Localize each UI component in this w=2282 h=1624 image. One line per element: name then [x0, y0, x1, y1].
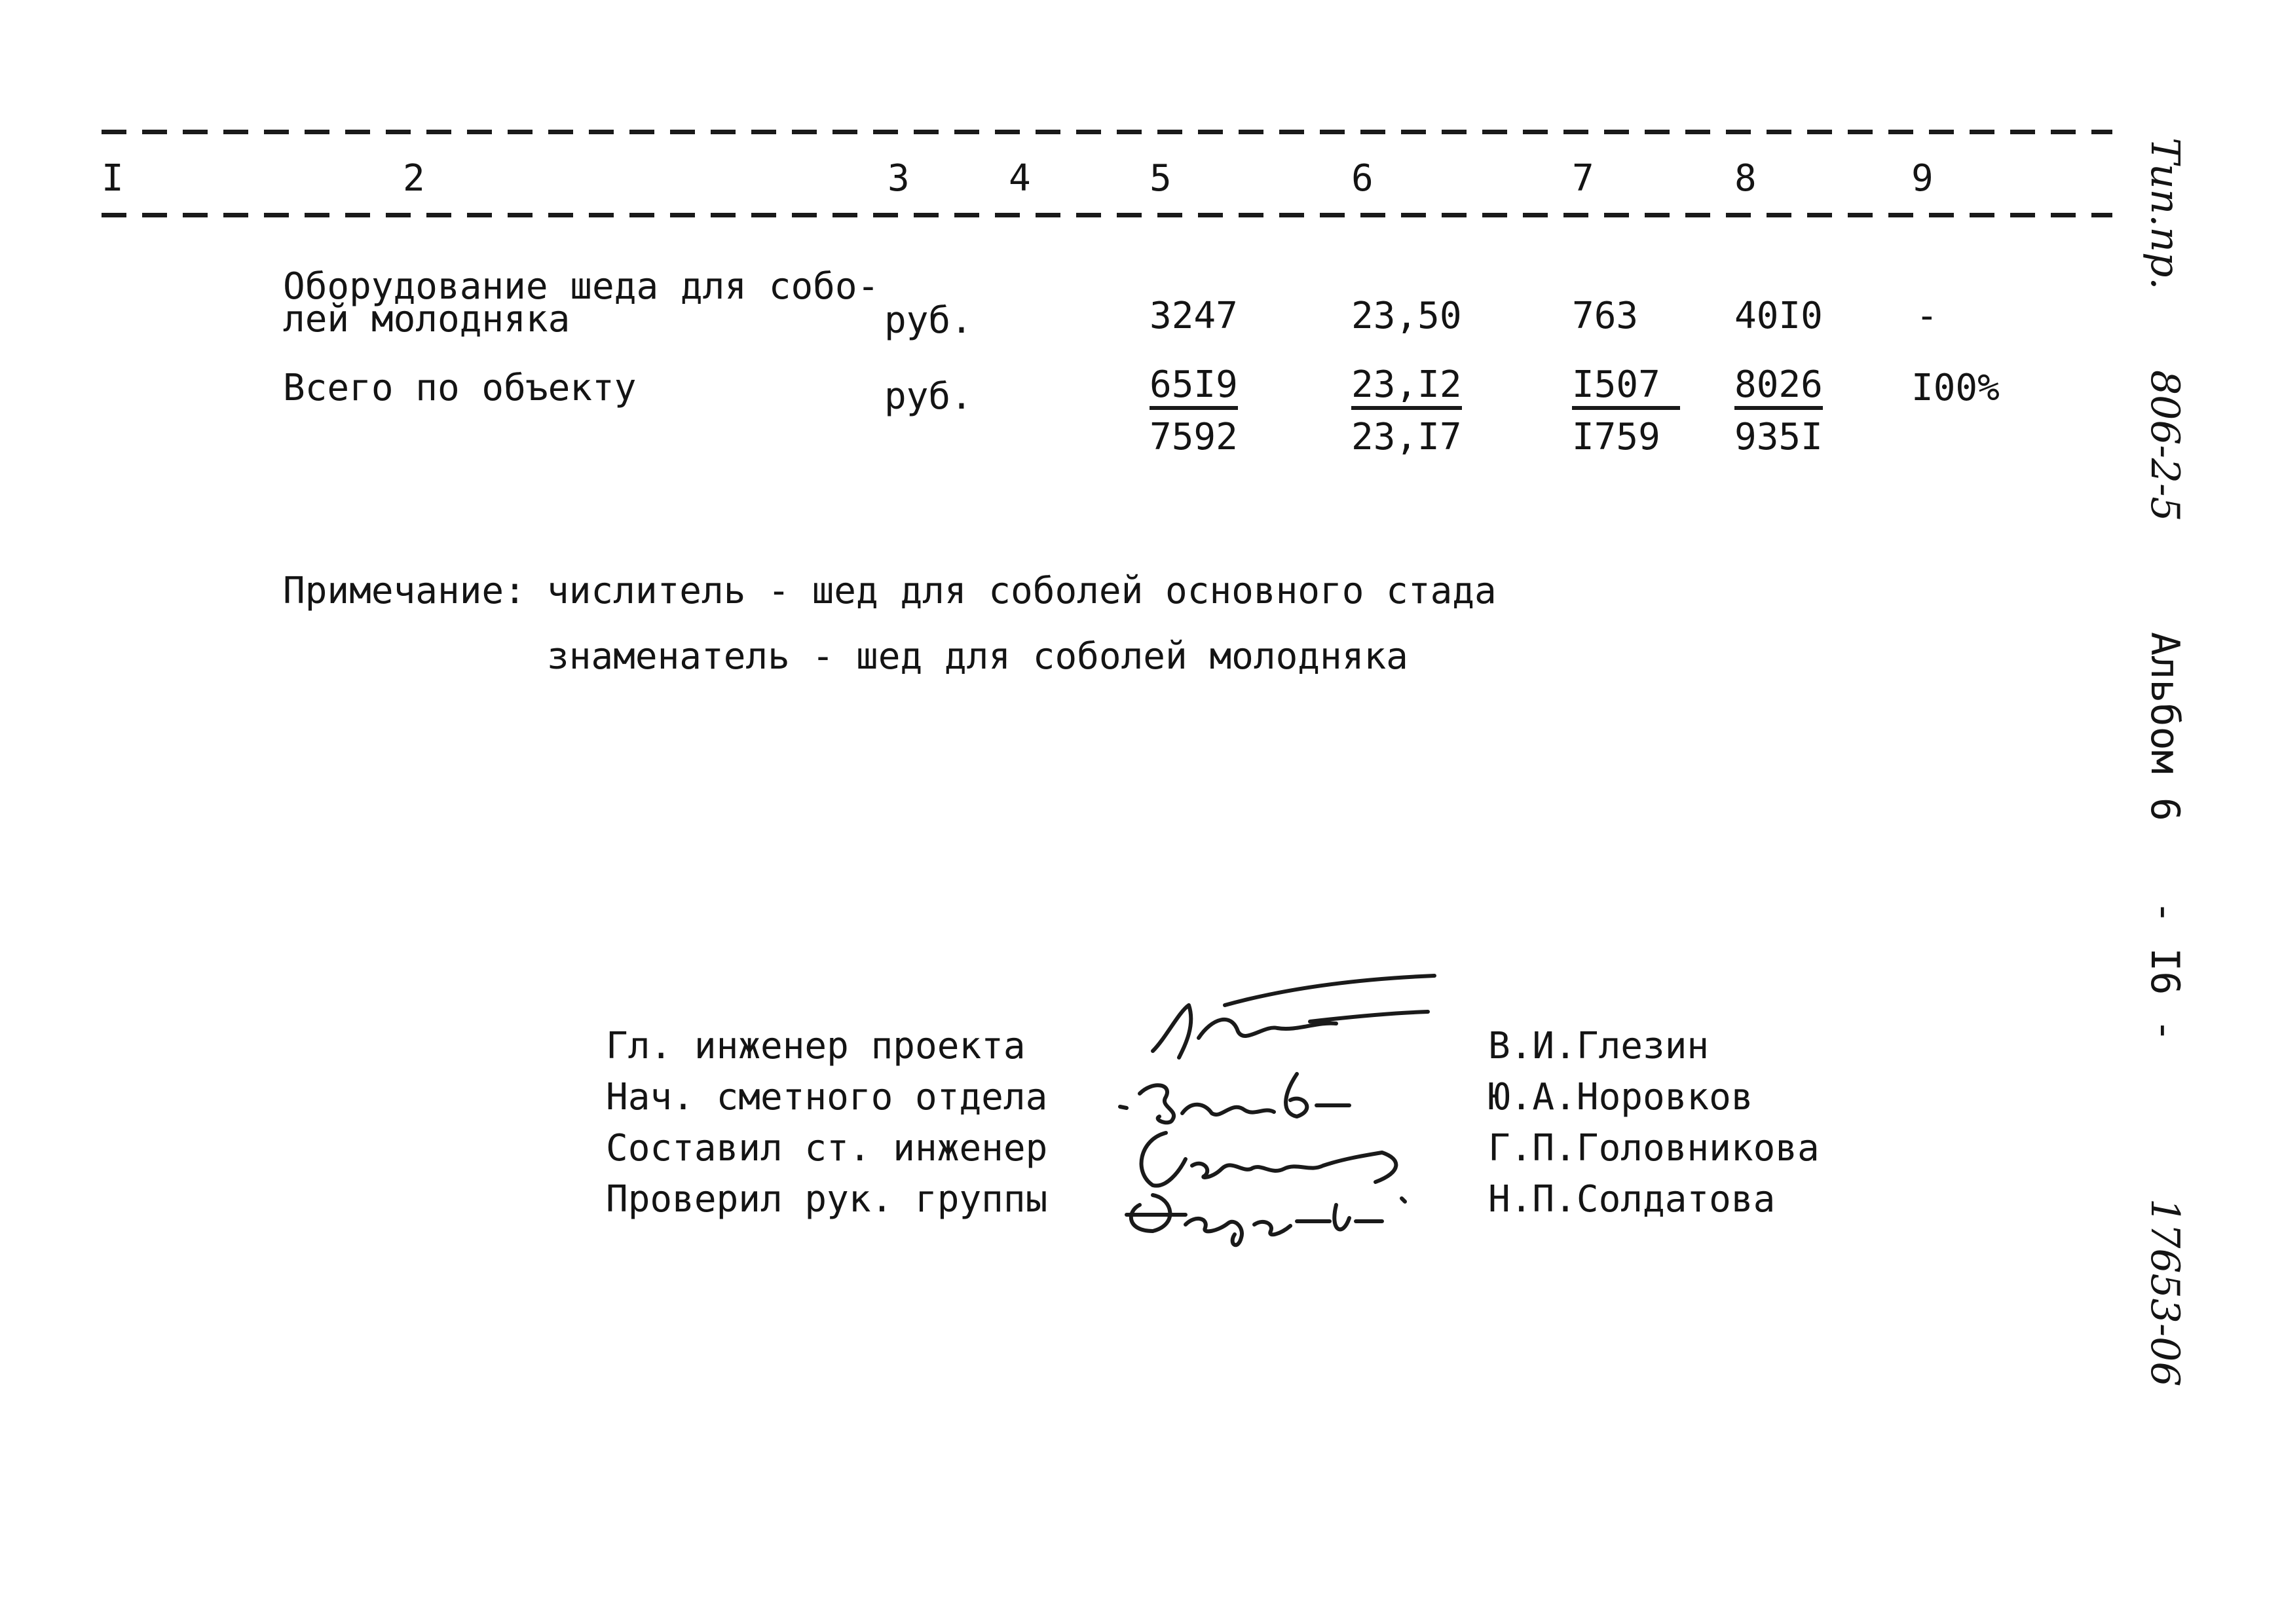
note-line2: знаменатель - шед для соболей молодняка: [547, 635, 1408, 678]
note-line1: числитель - шед для соболей основного стада: [547, 570, 1497, 612]
row-total-name: Всего по объекту: [283, 367, 637, 409]
sidebar-page-number: - I6 -: [2142, 900, 2188, 1043]
table-header-bottom-rule: [102, 213, 2112, 217]
row-equipment-name-line1: Оборудование шеда для собо-: [283, 265, 880, 308]
signature-name-chief-engineer: В.И.Глезин: [1488, 1025, 1710, 1067]
row-equipment-col8: 40I0: [1734, 295, 1823, 337]
column-number-8: 8: [1734, 157, 1757, 200]
row-total-unit: руб.: [884, 375, 973, 418]
row-total-col5-denominator: 7592: [1150, 416, 1238, 458]
signature-name-checker: Н.П.Солдатова: [1488, 1178, 1776, 1221]
sidebar-type-project: Тип.пр.: [2142, 138, 2188, 290]
row-total-col7-denominator: I759: [1572, 416, 1660, 458]
column-number-3: 3: [888, 157, 910, 200]
row-total-col6-numerator: 23,I2: [1351, 367, 1462, 410]
table-header-top-rule: [102, 130, 2112, 134]
column-number-4: 4: [1009, 157, 1031, 200]
note-label: Примечание:: [283, 570, 526, 612]
row-total-col7-numerator: I507: [1572, 367, 1680, 410]
signature-role-checker: Проверил рук. группы: [606, 1178, 1048, 1221]
signature-role-compiler: Составил ст. инженер: [606, 1127, 1048, 1170]
row-equipment-unit: руб.: [884, 299, 973, 342]
row-equipment-col7: 763: [1572, 295, 1639, 337]
column-number-9: 9: [1911, 157, 1934, 200]
row-total-col6-denominator: 23,I7: [1351, 416, 1462, 458]
sidebar-album: Альбом 6: [2142, 632, 2188, 821]
row-total-col8-numerator: 8026: [1734, 367, 1823, 410]
row-total-col9: I00%: [1911, 367, 2000, 409]
row-equipment-col9: -: [1916, 295, 1938, 337]
signature-name-compiler: Г.П.Головникова: [1488, 1127, 1820, 1170]
sidebar-document-code: 17653-06: [2142, 1198, 2188, 1387]
column-number-5: 5: [1150, 157, 1172, 200]
signature-role-estimate-head: Нач. сметного отдела: [606, 1076, 1048, 1118]
signature-role-chief-engineer: Гл. инженер проекта: [606, 1025, 1026, 1067]
sidebar-project-number: 806-2-5: [2142, 370, 2188, 522]
column-number-2: 2: [403, 157, 425, 200]
row-equipment-name-line2: лей молодняка: [283, 298, 570, 341]
row-total-col5-numerator: 65I9: [1150, 367, 1238, 410]
row-equipment-col6: 23,50: [1351, 295, 1462, 337]
column-number-6: 6: [1351, 157, 1374, 200]
signature-name-estimate-head: Ю.А.Норовков: [1488, 1076, 1753, 1118]
column-number-7: 7: [1572, 157, 1594, 200]
column-number-1: I: [102, 157, 124, 200]
row-equipment-col5: 3247: [1150, 295, 1238, 337]
handwritten-signature-4: [1113, 1166, 1467, 1264]
row-total-col8-denominator: 935I: [1734, 416, 1823, 458]
